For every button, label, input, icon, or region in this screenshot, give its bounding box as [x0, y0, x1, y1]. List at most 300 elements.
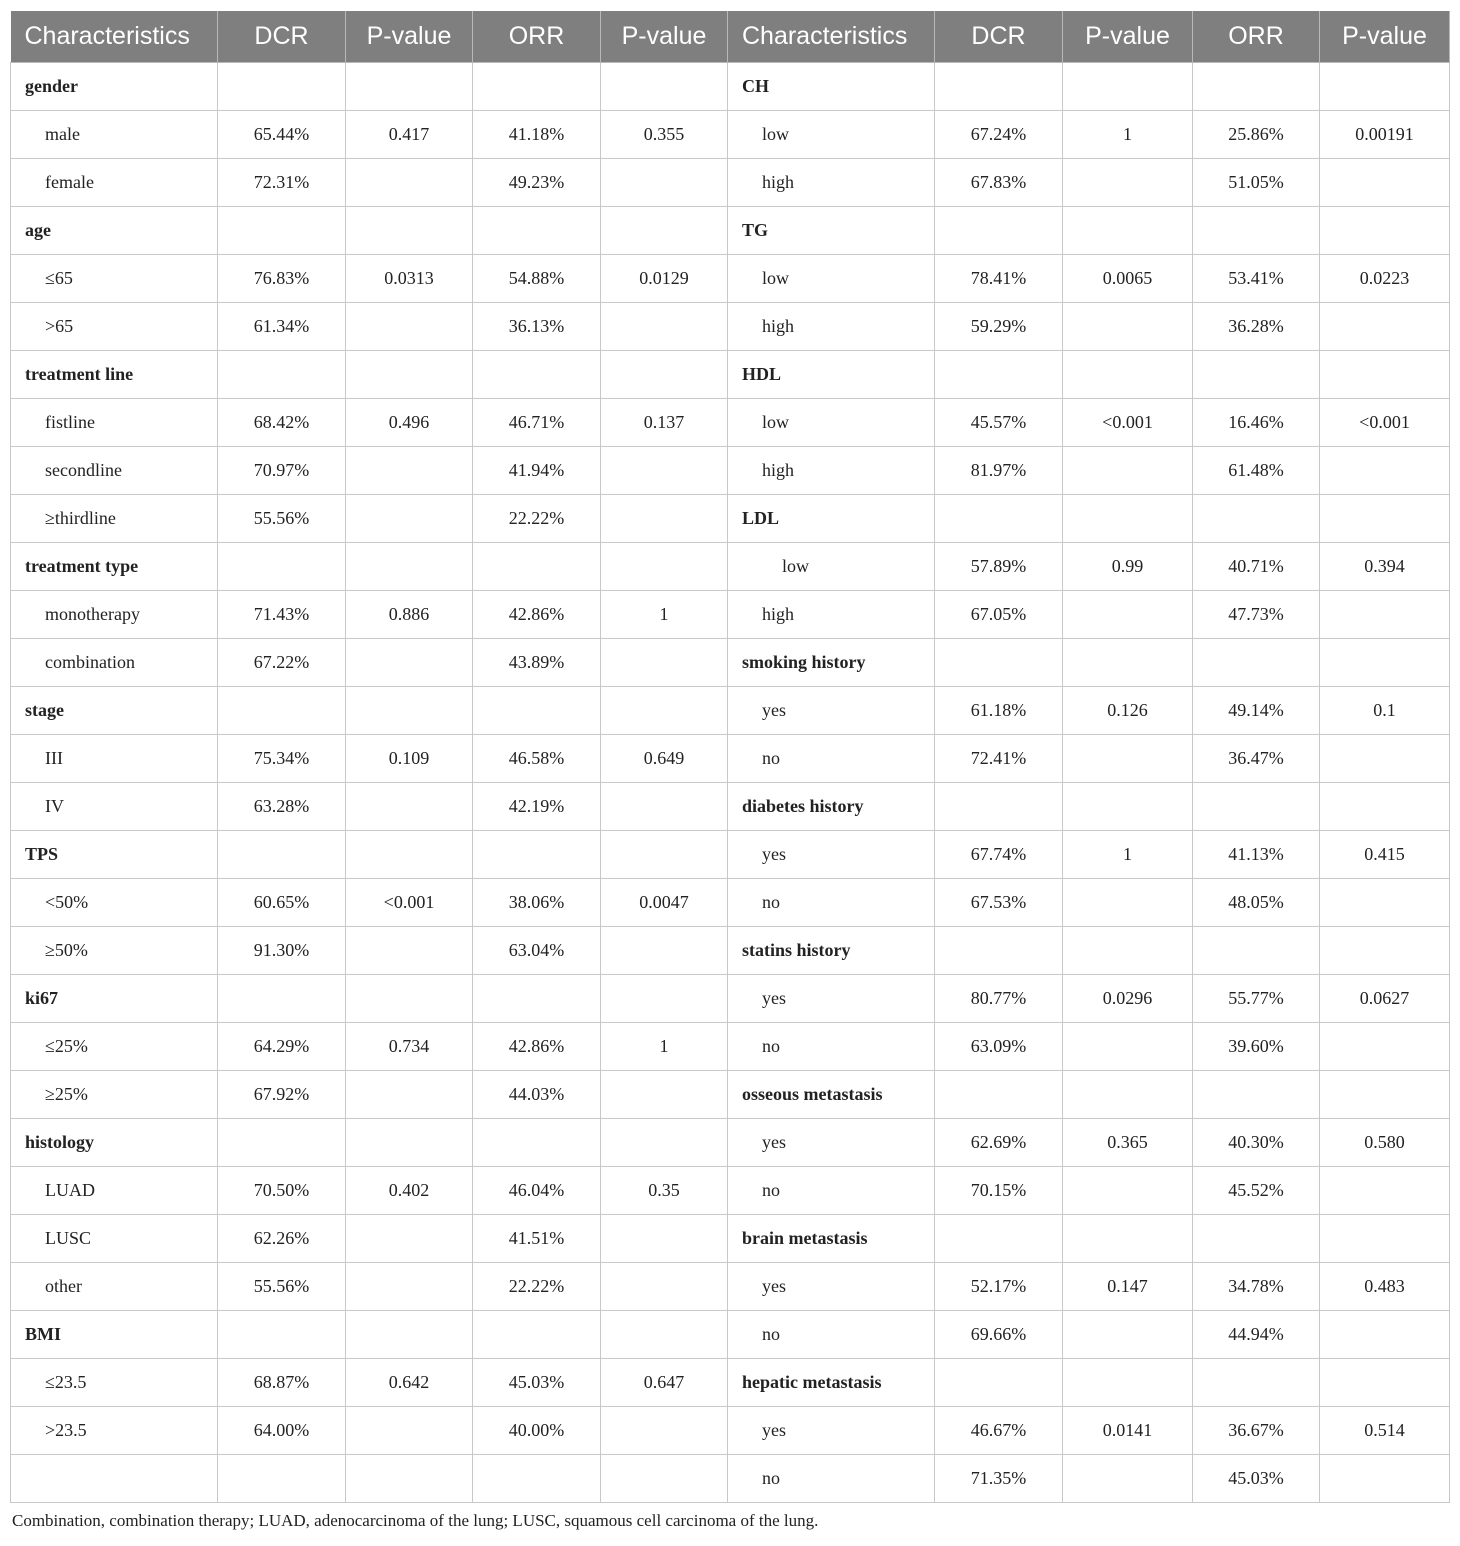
left-orr-pvalue-cell [601, 1455, 728, 1503]
right-dcr-pvalue-cell [1063, 63, 1193, 111]
left-orr-pvalue-cell [601, 1311, 728, 1359]
left-orr-pvalue-cell: 0.35 [601, 1167, 728, 1215]
left-orr-pvalue-cell [601, 1071, 728, 1119]
right-orr-pvalue-cell: 0.0627 [1320, 975, 1450, 1023]
right-dcr-cell: 52.17% [935, 1263, 1063, 1311]
left-characteristic-cell: ≤23.5 [11, 1359, 218, 1407]
right-orr-cell: 36.47% [1193, 735, 1320, 783]
right-characteristic-cell: hepatic metastasis [728, 1359, 935, 1407]
header-pvalue-dcr-left: P-value [346, 11, 473, 63]
right-orr-pvalue-cell [1320, 591, 1450, 639]
right-orr-pvalue-cell: 0.1 [1320, 687, 1450, 735]
left-dcr-pvalue-cell [346, 447, 473, 495]
right-orr-pvalue-cell [1320, 159, 1450, 207]
left-dcr-pvalue-cell [346, 1407, 473, 1455]
left-dcr-cell: 65.44% [218, 111, 346, 159]
right-dcr-pvalue-cell: 1 [1063, 111, 1193, 159]
right-orr-cell: 53.41% [1193, 255, 1320, 303]
right-dcr-pvalue-cell [1063, 159, 1193, 207]
left-characteristic-cell: TPS [11, 831, 218, 879]
left-characteristic-cell: male [11, 111, 218, 159]
right-characteristic-cell: HDL [728, 351, 935, 399]
right-orr-pvalue-cell [1320, 1071, 1450, 1119]
right-orr-cell: 25.86% [1193, 111, 1320, 159]
right-orr-pvalue-cell [1320, 1455, 1450, 1503]
right-dcr-pvalue-cell [1063, 351, 1193, 399]
left-orr-pvalue-cell: 0.0047 [601, 879, 728, 927]
right-characteristic-cell: yes [728, 1119, 935, 1167]
left-orr-pvalue-cell [601, 159, 728, 207]
right-orr-cell: 48.05% [1193, 879, 1320, 927]
left-orr-pvalue-cell: 0.0129 [601, 255, 728, 303]
left-characteristic-cell: monotherapy [11, 591, 218, 639]
header-characteristics-left: Characteristics [11, 11, 218, 63]
right-dcr-pvalue-cell [1063, 1071, 1193, 1119]
right-orr-pvalue-cell: 0.514 [1320, 1407, 1450, 1455]
right-orr-cell [1193, 1215, 1320, 1263]
left-orr-pvalue-cell [601, 1263, 728, 1311]
right-dcr-cell: 72.41% [935, 735, 1063, 783]
right-characteristic-cell: osseous metastasis [728, 1071, 935, 1119]
left-dcr-pvalue-cell [346, 687, 473, 735]
left-dcr-cell: 68.42% [218, 399, 346, 447]
left-dcr-pvalue-cell [346, 1311, 473, 1359]
left-dcr-cell: 68.87% [218, 1359, 346, 1407]
right-orr-pvalue-cell: <0.001 [1320, 399, 1450, 447]
left-dcr-pvalue-cell: 0.109 [346, 735, 473, 783]
right-orr-pvalue-cell: 0.580 [1320, 1119, 1450, 1167]
results-table [10, 11, 1450, 1503]
left-dcr-cell [218, 975, 346, 1023]
left-orr-cell: 22.22% [473, 495, 601, 543]
right-orr-cell: 40.30% [1193, 1119, 1320, 1167]
right-orr-pvalue-cell [1320, 927, 1450, 975]
right-dcr-pvalue-cell [1063, 1023, 1193, 1071]
left-dcr-pvalue-cell: 0.496 [346, 399, 473, 447]
left-dcr-pvalue-cell [346, 63, 473, 111]
right-dcr-pvalue-cell: <0.001 [1063, 399, 1193, 447]
header-orr-right: ORR [1193, 11, 1320, 63]
left-dcr-cell: 63.28% [218, 783, 346, 831]
right-dcr-pvalue-cell [1063, 1311, 1193, 1359]
right-dcr-pvalue-cell: 0.99 [1063, 543, 1193, 591]
right-orr-cell [1193, 207, 1320, 255]
left-dcr-cell: 60.65% [218, 879, 346, 927]
right-dcr-pvalue-cell [1063, 1455, 1193, 1503]
left-characteristic-cell: gender [11, 63, 218, 111]
right-dcr-pvalue-cell: 0.126 [1063, 687, 1193, 735]
table-row [11, 1119, 1450, 1167]
table-header [11, 11, 1450, 63]
left-dcr-pvalue-cell: <0.001 [346, 879, 473, 927]
right-characteristic-cell: no [728, 1023, 935, 1071]
right-orr-pvalue-cell [1320, 1215, 1450, 1263]
right-orr-pvalue-cell: 0.00191 [1320, 111, 1450, 159]
left-dcr-cell [218, 351, 346, 399]
table-row [11, 351, 1450, 399]
left-dcr-cell [218, 1311, 346, 1359]
right-dcr-cell [935, 207, 1063, 255]
table-row [11, 1359, 1450, 1407]
table-row [11, 927, 1450, 975]
table-row [11, 1263, 1450, 1311]
right-characteristic-cell: no [728, 879, 935, 927]
right-dcr-pvalue-cell: 0.0141 [1063, 1407, 1193, 1455]
left-orr-pvalue-cell [601, 975, 728, 1023]
left-dcr-cell: 72.31% [218, 159, 346, 207]
table-row [11, 543, 1450, 591]
left-orr-pvalue-cell [601, 1119, 728, 1167]
right-characteristic-cell: TG [728, 207, 935, 255]
left-orr-cell: 63.04% [473, 927, 601, 975]
right-orr-pvalue-cell [1320, 1311, 1450, 1359]
right-orr-pvalue-cell [1320, 1167, 1450, 1215]
left-dcr-cell: 55.56% [218, 495, 346, 543]
right-characteristic-cell: low [728, 543, 935, 591]
left-dcr-pvalue-cell: 0.642 [346, 1359, 473, 1407]
right-dcr-cell: 67.24% [935, 111, 1063, 159]
left-orr-cell: 36.13% [473, 303, 601, 351]
left-orr-cell: 42.86% [473, 1023, 601, 1071]
left-dcr-pvalue-cell [346, 1071, 473, 1119]
header-orr-left: ORR [473, 11, 601, 63]
right-orr-pvalue-cell: 0.0223 [1320, 255, 1450, 303]
left-orr-cell: 46.04% [473, 1167, 601, 1215]
left-dcr-cell: 61.34% [218, 303, 346, 351]
right-dcr-cell [935, 1359, 1063, 1407]
right-characteristic-cell: no [728, 1311, 935, 1359]
right-dcr-cell: 81.97% [935, 447, 1063, 495]
right-orr-cell: 61.48% [1193, 447, 1320, 495]
right-orr-pvalue-cell [1320, 351, 1450, 399]
left-characteristic-cell: >65 [11, 303, 218, 351]
left-orr-cell: 45.03% [473, 1359, 601, 1407]
left-characteristic-cell: ≥thirdline [11, 495, 218, 543]
left-orr-pvalue-cell [601, 495, 728, 543]
right-dcr-cell [935, 1215, 1063, 1263]
right-characteristic-cell: CH [728, 63, 935, 111]
left-dcr-pvalue-cell [346, 1215, 473, 1263]
left-dcr-pvalue-cell [346, 639, 473, 687]
left-orr-cell [473, 1455, 601, 1503]
table-row [11, 207, 1450, 255]
left-characteristic-cell: treatment line [11, 351, 218, 399]
right-dcr-cell: 46.67% [935, 1407, 1063, 1455]
left-characteristic-cell: other [11, 1263, 218, 1311]
left-orr-pvalue-cell [601, 783, 728, 831]
table-row [11, 1071, 1450, 1119]
left-orr-cell: 22.22% [473, 1263, 601, 1311]
left-dcr-pvalue-cell [346, 1455, 473, 1503]
right-orr-cell: 16.46% [1193, 399, 1320, 447]
right-dcr-pvalue-cell [1063, 879, 1193, 927]
left-dcr-cell [218, 543, 346, 591]
table-row [11, 735, 1450, 783]
left-characteristic-cell: fistline [11, 399, 218, 447]
left-characteristic-cell: ≤25% [11, 1023, 218, 1071]
right-orr-cell: 51.05% [1193, 159, 1320, 207]
table-row [11, 1023, 1450, 1071]
right-dcr-cell: 67.05% [935, 591, 1063, 639]
right-characteristic-cell: LDL [728, 495, 935, 543]
left-orr-pvalue-cell [601, 447, 728, 495]
left-orr-cell [473, 1119, 601, 1167]
right-orr-cell: 45.52% [1193, 1167, 1320, 1215]
right-dcr-pvalue-cell: 0.147 [1063, 1263, 1193, 1311]
right-dcr-cell: 70.15% [935, 1167, 1063, 1215]
right-dcr-cell: 67.83% [935, 159, 1063, 207]
left-characteristic-cell: ≥25% [11, 1071, 218, 1119]
right-characteristic-cell: yes [728, 1407, 935, 1455]
left-orr-cell: 42.86% [473, 591, 601, 639]
right-orr-cell [1193, 783, 1320, 831]
left-characteristic-cell: secondline [11, 447, 218, 495]
left-orr-pvalue-cell [601, 927, 728, 975]
right-dcr-pvalue-cell [1063, 591, 1193, 639]
left-orr-cell: 49.23% [473, 159, 601, 207]
right-orr-cell [1193, 639, 1320, 687]
right-dcr-pvalue-cell [1063, 1167, 1193, 1215]
right-dcr-pvalue-cell [1063, 735, 1193, 783]
right-dcr-cell [935, 1071, 1063, 1119]
left-dcr-cell: 75.34% [218, 735, 346, 783]
left-orr-cell [473, 63, 601, 111]
left-dcr-cell: 71.43% [218, 591, 346, 639]
right-orr-cell [1193, 1071, 1320, 1119]
left-dcr-pvalue-cell: 0.417 [346, 111, 473, 159]
left-characteristic-cell: ki67 [11, 975, 218, 1023]
left-dcr-cell: 62.26% [218, 1215, 346, 1263]
table-row [11, 111, 1450, 159]
right-dcr-cell [935, 495, 1063, 543]
right-orr-cell: 44.94% [1193, 1311, 1320, 1359]
right-dcr-cell: 61.18% [935, 687, 1063, 735]
right-orr-cell [1193, 927, 1320, 975]
right-orr-cell: 45.03% [1193, 1455, 1320, 1503]
right-dcr-pvalue-cell [1063, 303, 1193, 351]
left-dcr-pvalue-cell [346, 927, 473, 975]
header-pvalue-orr-left: P-value [601, 11, 728, 63]
left-characteristic-cell: LUSC [11, 1215, 218, 1263]
right-characteristic-cell: high [728, 159, 935, 207]
right-dcr-cell [935, 927, 1063, 975]
right-orr-pvalue-cell [1320, 783, 1450, 831]
left-dcr-cell: 70.97% [218, 447, 346, 495]
left-dcr-cell: 70.50% [218, 1167, 346, 1215]
left-characteristic-cell: III [11, 735, 218, 783]
left-dcr-cell: 55.56% [218, 1263, 346, 1311]
left-orr-pvalue-cell [601, 303, 728, 351]
left-characteristic-cell: combination [11, 639, 218, 687]
right-orr-pvalue-cell [1320, 447, 1450, 495]
table-container [10, 11, 1449, 1531]
right-dcr-pvalue-cell [1063, 1359, 1193, 1407]
left-dcr-cell [218, 63, 346, 111]
left-orr-pvalue-cell: 0.137 [601, 399, 728, 447]
left-dcr-pvalue-cell [346, 1119, 473, 1167]
left-characteristic-cell: histology [11, 1119, 218, 1167]
left-orr-cell [473, 975, 601, 1023]
right-characteristic-cell: yes [728, 831, 935, 879]
right-dcr-pvalue-cell: 1 [1063, 831, 1193, 879]
left-orr-cell [473, 1311, 601, 1359]
right-characteristic-cell: low [728, 111, 935, 159]
right-orr-cell [1193, 63, 1320, 111]
right-dcr-cell: 59.29% [935, 303, 1063, 351]
right-orr-cell: 34.78% [1193, 1263, 1320, 1311]
right-dcr-pvalue-cell [1063, 927, 1193, 975]
table-footnote: Combination, combination therapy; LUAD, adenocarcinoma of the lung; LUSC, squamous cell carcinoma of the lung. [12, 1511, 819, 1530]
table-row [11, 495, 1450, 543]
table-row [11, 1311, 1450, 1359]
left-dcr-cell: 91.30% [218, 927, 346, 975]
left-orr-cell: 38.06% [473, 879, 601, 927]
right-characteristic-cell: yes [728, 1263, 935, 1311]
left-dcr-pvalue-cell: 0.0313 [346, 255, 473, 303]
header-dcr-right: DCR [935, 11, 1063, 63]
left-dcr-cell [218, 687, 346, 735]
table-row [11, 447, 1450, 495]
left-orr-pvalue-cell [601, 831, 728, 879]
left-orr-cell: 43.89% [473, 639, 601, 687]
right-orr-pvalue-cell [1320, 63, 1450, 111]
left-characteristic-cell [11, 1455, 218, 1503]
left-orr-pvalue-cell [601, 543, 728, 591]
table-row [11, 975, 1450, 1023]
right-orr-pvalue-cell [1320, 207, 1450, 255]
right-dcr-cell: 62.69% [935, 1119, 1063, 1167]
left-orr-cell: 41.51% [473, 1215, 601, 1263]
right-orr-pvalue-cell [1320, 1023, 1450, 1071]
left-orr-cell [473, 351, 601, 399]
left-dcr-pvalue-cell [346, 303, 473, 351]
right-characteristic-cell: high [728, 447, 935, 495]
right-dcr-cell: 71.35% [935, 1455, 1063, 1503]
right-orr-pvalue-cell: 0.394 [1320, 543, 1450, 591]
left-orr-pvalue-cell [601, 639, 728, 687]
table-row [11, 159, 1450, 207]
left-orr-pvalue-cell: 0.355 [601, 111, 728, 159]
right-orr-cell [1193, 495, 1320, 543]
left-orr-cell [473, 207, 601, 255]
right-dcr-cell [935, 783, 1063, 831]
left-characteristic-cell: ≤65 [11, 255, 218, 303]
left-characteristic-cell: LUAD [11, 1167, 218, 1215]
table-body [11, 63, 1450, 1503]
right-characteristic-cell: low [728, 399, 935, 447]
left-orr-cell: 40.00% [473, 1407, 601, 1455]
right-characteristic-cell: diabetes history [728, 783, 935, 831]
header-pvalue-dcr-right: P-value [1063, 11, 1193, 63]
right-orr-pvalue-cell [1320, 879, 1450, 927]
right-dcr-cell: 67.74% [935, 831, 1063, 879]
left-orr-cell: 42.19% [473, 783, 601, 831]
left-dcr-cell [218, 831, 346, 879]
right-characteristic-cell: statins history [728, 927, 935, 975]
right-orr-cell [1193, 351, 1320, 399]
left-dcr-pvalue-cell [346, 831, 473, 879]
left-characteristic-cell: ≥50% [11, 927, 218, 975]
left-orr-pvalue-cell: 0.647 [601, 1359, 728, 1407]
left-dcr-cell [218, 1455, 346, 1503]
right-orr-cell: 41.13% [1193, 831, 1320, 879]
right-orr-pvalue-cell [1320, 303, 1450, 351]
left-orr-cell [473, 687, 601, 735]
table-row [11, 687, 1450, 735]
right-orr-pvalue-cell [1320, 639, 1450, 687]
right-orr-cell: 36.67% [1193, 1407, 1320, 1455]
left-orr-cell: 41.94% [473, 447, 601, 495]
right-dcr-pvalue-cell: 0.365 [1063, 1119, 1193, 1167]
right-dcr-cell [935, 351, 1063, 399]
right-dcr-pvalue-cell [1063, 783, 1193, 831]
right-characteristic-cell: yes [728, 687, 935, 735]
table-row [11, 591, 1450, 639]
right-dcr-cell: 67.53% [935, 879, 1063, 927]
right-orr-cell: 36.28% [1193, 303, 1320, 351]
left-orr-cell: 41.18% [473, 111, 601, 159]
right-dcr-cell [935, 639, 1063, 687]
right-dcr-pvalue-cell: 0.0296 [1063, 975, 1193, 1023]
table-row [11, 1455, 1450, 1503]
right-orr-pvalue-cell [1320, 495, 1450, 543]
header-dcr-left: DCR [218, 11, 346, 63]
header-characteristics-right: Characteristics [728, 11, 935, 63]
right-dcr-pvalue-cell [1063, 1215, 1193, 1263]
left-orr-pvalue-cell [601, 1407, 728, 1455]
right-characteristic-cell: brain metastasis [728, 1215, 935, 1263]
left-dcr-pvalue-cell [346, 495, 473, 543]
left-characteristic-cell: stage [11, 687, 218, 735]
right-dcr-cell: 57.89% [935, 543, 1063, 591]
left-dcr-cell: 64.29% [218, 1023, 346, 1071]
left-dcr-pvalue-cell [346, 351, 473, 399]
right-orr-cell: 49.14% [1193, 687, 1320, 735]
left-dcr-cell: 76.83% [218, 255, 346, 303]
left-orr-cell: 46.58% [473, 735, 601, 783]
left-orr-cell: 54.88% [473, 255, 601, 303]
right-characteristic-cell: high [728, 591, 935, 639]
right-characteristic-cell: yes [728, 975, 935, 1023]
right-characteristic-cell: no [728, 1455, 935, 1503]
right-orr-pvalue-cell [1320, 1359, 1450, 1407]
left-dcr-cell: 67.92% [218, 1071, 346, 1119]
left-orr-cell [473, 831, 601, 879]
right-dcr-cell: 45.57% [935, 399, 1063, 447]
left-dcr-pvalue-cell: 0.886 [346, 591, 473, 639]
left-orr-pvalue-cell [601, 1215, 728, 1263]
right-dcr-pvalue-cell [1063, 495, 1193, 543]
left-characteristic-cell: >23.5 [11, 1407, 218, 1455]
table-row [11, 879, 1450, 927]
left-dcr-cell: 64.00% [218, 1407, 346, 1455]
table-row [11, 1167, 1450, 1215]
right-dcr-pvalue-cell [1063, 639, 1193, 687]
right-orr-pvalue-cell [1320, 735, 1450, 783]
left-characteristic-cell: age [11, 207, 218, 255]
table-row [11, 303, 1450, 351]
left-dcr-pvalue-cell [346, 783, 473, 831]
left-orr-pvalue-cell [601, 687, 728, 735]
table-row [11, 399, 1450, 447]
table-row [11, 255, 1450, 303]
table-row [11, 63, 1450, 111]
left-dcr-cell: 67.22% [218, 639, 346, 687]
left-dcr-pvalue-cell [346, 543, 473, 591]
left-characteristic-cell: IV [11, 783, 218, 831]
right-orr-cell: 47.73% [1193, 591, 1320, 639]
right-characteristic-cell: no [728, 735, 935, 783]
